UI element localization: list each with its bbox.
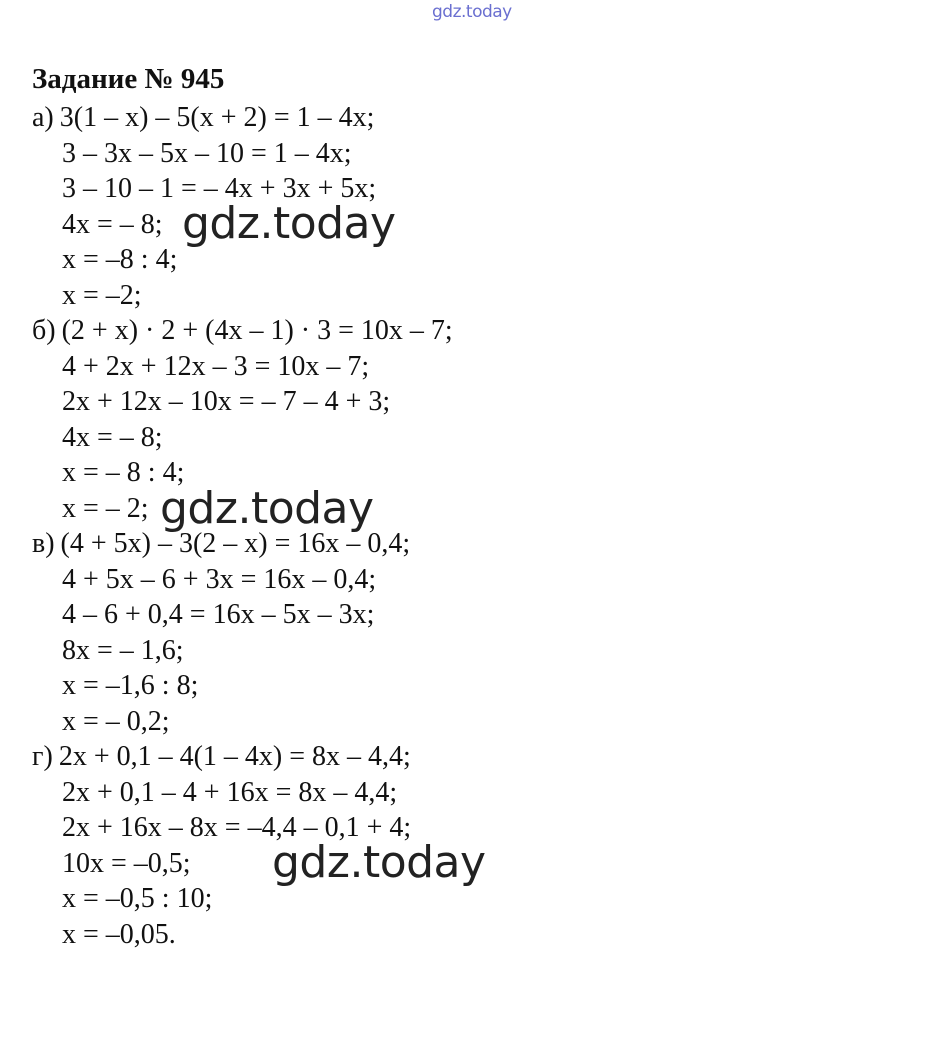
part-c-line-2: 4 + 5x – 6 + 3x = 16x – 0,4;: [62, 563, 377, 595]
part-a-line-3: 3 – 10 – 1 = – 4x + 3x + 5x;: [62, 173, 377, 204]
watermark-1: gdz.today: [182, 198, 396, 249]
part-c-line-6: x = – 0,2;: [62, 705, 170, 737]
part-a-line-2: 3 – 3x – 5x – 10 = 1 – 4x;: [62, 137, 352, 169]
watermark-2: gdz.today: [160, 483, 374, 534]
watermark-3: gdz.today: [272, 837, 486, 888]
part-d-line-5: x = –0,5 : 10;: [62, 883, 213, 914]
part-c-label: в): [32, 528, 55, 559]
part-d-line-1: [32, 739, 453, 775]
part-a-line-5: x = –8 : 4;: [62, 244, 178, 275]
part-b-line-3: 2x + 12x – 10x = – 7 – 4 + 3;: [62, 386, 391, 417]
equation-text: (4 + 5x) – 3(2 – x) = 16x – 0,4;: [60, 528, 411, 559]
part-b-line-6: x = – 2;: [62, 492, 149, 524]
top-watermark: gdz.today: [432, 2, 512, 22]
part-d-line-6: x = –0,05.: [62, 918, 176, 950]
part-a-line-1: [32, 100, 453, 136]
part-c-line-3: 4 – 6 + 0,4 = 16x – 5x – 3x;: [62, 599, 375, 630]
equation-text: (2 + x) · 2 + (4x – 1) · 3 = 10x – 7;: [61, 315, 453, 346]
part-a-label: а): [32, 102, 54, 133]
task-title: Задание № 945: [32, 63, 225, 95]
part-b-label: б): [32, 315, 56, 346]
part-a-line-6: x = –2;: [62, 279, 142, 311]
part-d-label: г): [32, 741, 53, 772]
part-a-line-4: 4x = – 8;: [62, 208, 163, 240]
part-b-line-5: x = – 8 : 4;: [62, 457, 185, 488]
part-b-line-1: [32, 313, 453, 349]
part-d-line-3: 2x + 16x – 8x = –4,4 – 0,1 + 4;: [62, 812, 412, 843]
equation-text: 2x + 0,1 – 4(1 – 4x) = 8x – 4,4;: [58, 741, 411, 772]
part-d-line-4: 10x = –0,5;: [62, 847, 191, 879]
part-c-line-5: x = –1,6 : 8;: [62, 670, 199, 701]
part-c-line-4: 8x = – 1,6;: [62, 634, 184, 666]
part-d-line-2: 2x + 0,1 – 4 + 16x = 8x – 4,4;: [62, 776, 398, 808]
equation-text: 3(1 – x) – 5(x + 2) = 1 – 4x;: [59, 102, 375, 133]
part-b-line-4: 4x = – 8;: [62, 421, 163, 453]
part-b-line-2: 4 + 2x + 12x – 3 = 10x – 7;: [62, 350, 370, 382]
